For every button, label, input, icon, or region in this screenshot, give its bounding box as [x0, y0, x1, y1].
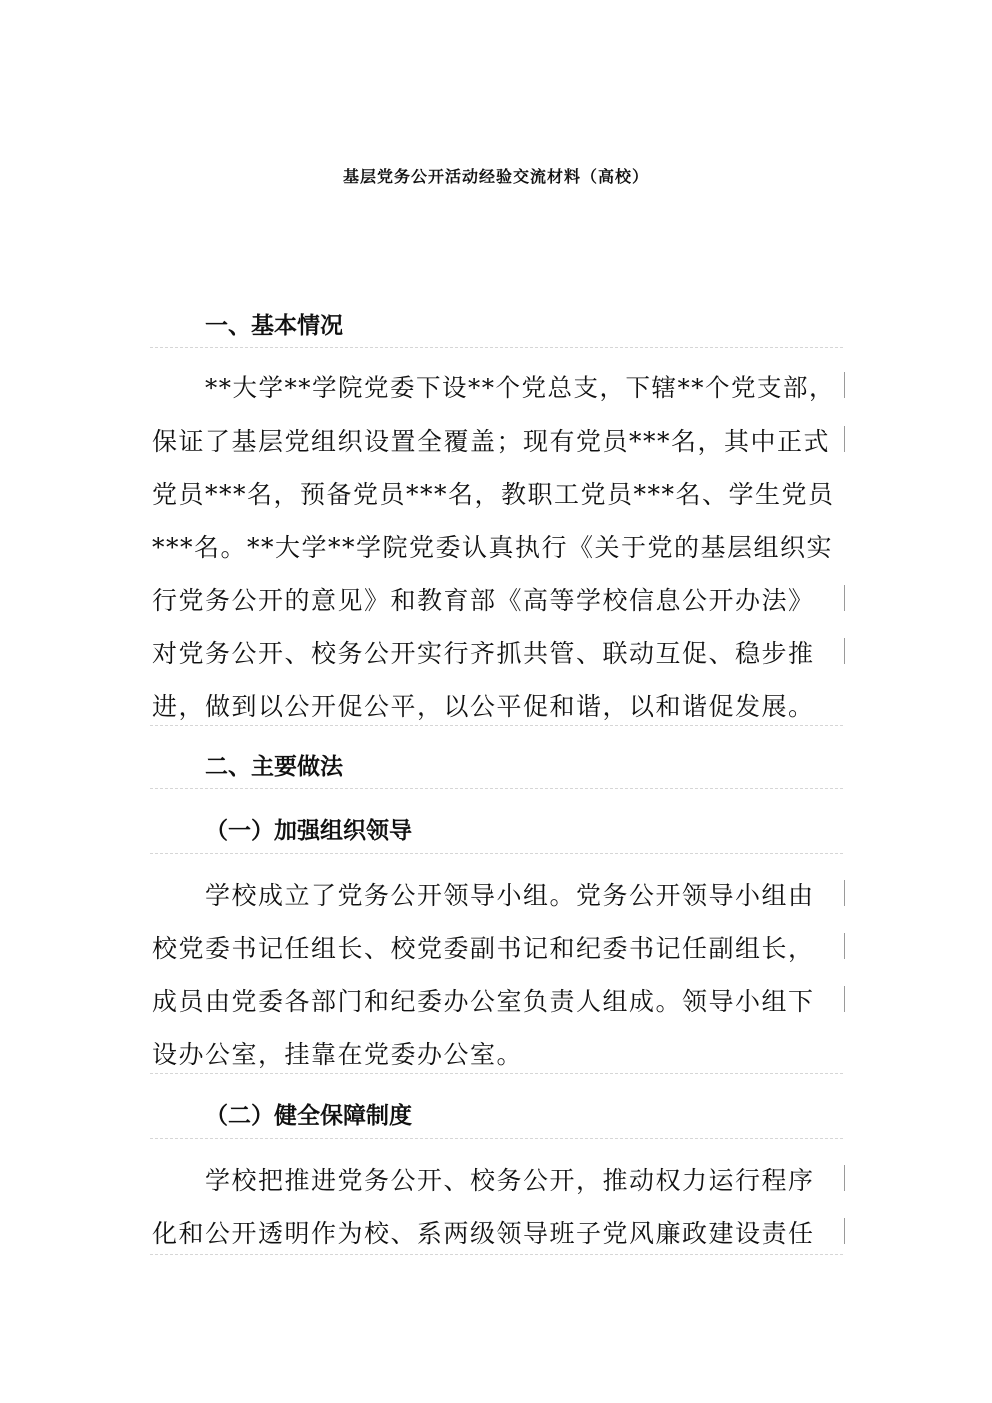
paragraph-line: 行党务公开的意见》和教育部《高等学校信息公开办法》	[152, 586, 815, 615]
divider	[150, 788, 843, 789]
paragraph-line: 学校把推进党务公开、校务公开，推动权力运行程序	[205, 1166, 815, 1195]
margin-bar	[844, 1165, 845, 1191]
subsection-heading-safeguards: （二）健全保障制度	[205, 1103, 412, 1129]
divider	[150, 1073, 843, 1074]
divider	[150, 853, 843, 854]
subsection-heading-leadership: （一）加强组织领导	[205, 818, 412, 844]
paragraph-line: 成员由党委各部门和纪委办公室负责人组成。领导小组下	[152, 987, 815, 1016]
paragraph-line: 党员***名，预备党员***名，教职工党员***名、学生党员	[152, 480, 835, 509]
paragraph-line: 化和公开透明作为校、系两级领导班子党风廉政建设责任	[152, 1219, 815, 1248]
margin-bar	[844, 372, 845, 398]
paragraph-line: **大学**学院党委下设**个党总支，下辖**个党支部，	[205, 373, 835, 402]
margin-bar	[844, 638, 845, 664]
document-title: 基层党务公开活动经验交流材料（高校）	[342, 167, 649, 186]
paragraph-line: 保证了基层党组织设置全覆盖；现有党员***名，其中正式	[152, 427, 831, 456]
margin-bar	[844, 426, 845, 452]
divider	[150, 725, 843, 726]
margin-bar	[844, 933, 845, 959]
margin-bar	[844, 880, 845, 906]
margin-bar	[844, 1218, 845, 1244]
section-heading-basic-info: 一、基本情况	[205, 313, 343, 339]
paragraph-line: 设办公室，挂靠在党委办公室。	[152, 1040, 524, 1069]
paragraph-line: ***名。**大学**学院党委认真执行《关于党的基层组织实	[152, 533, 834, 562]
paragraph-line: 对党务公开、校务公开实行齐抓共管、联动互促、稳步推	[152, 639, 815, 668]
section-heading-main-practices: 二、主要做法	[205, 754, 343, 780]
margin-bar	[844, 986, 845, 1012]
divider	[150, 1254, 843, 1255]
margin-bar	[844, 585, 845, 611]
paragraph-line: 校党委书记任组长、校党委副书记和纪委书记任副组长，	[152, 934, 815, 963]
paragraph-line: 进，做到以公开促公平，以公平促和谐，以和谐促发展。	[152, 692, 815, 721]
divider	[150, 347, 843, 348]
divider	[150, 1138, 843, 1139]
paragraph-line: 学校成立了党务公开领导小组。党务公开领导小组由	[205, 881, 815, 910]
